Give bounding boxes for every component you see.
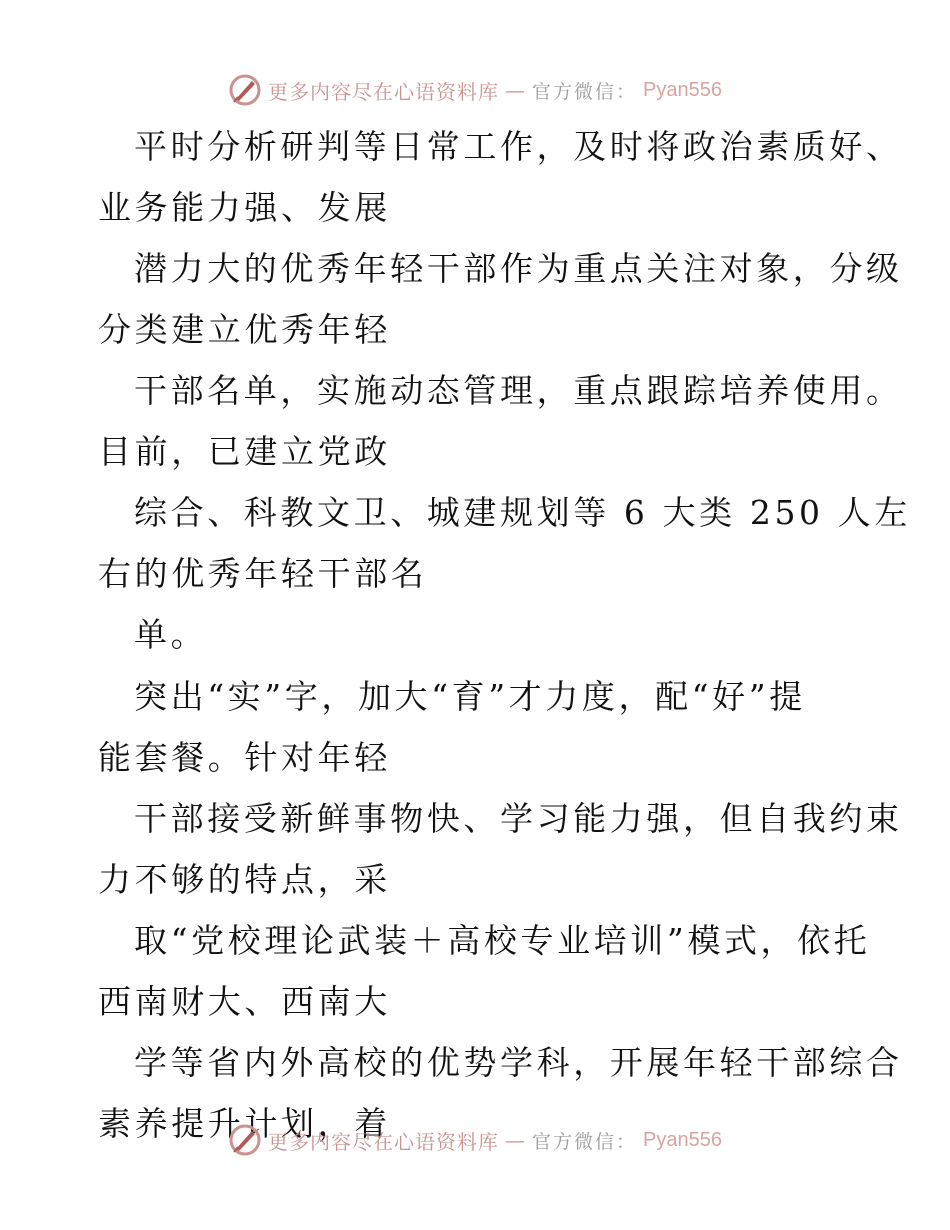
paragraph-line: 取“党校理论武装＋高校专业培训”模式，依托 (134, 921, 871, 960)
quill-logo-icon (228, 73, 262, 107)
brand-dash: — (505, 1128, 526, 1152)
paragraph-line: 西南财大、西南大 (98, 982, 391, 1021)
document-body (98, 116, 911, 1154)
paragraph-line: 分类建立优秀年轻 (98, 310, 391, 349)
paragraph-line: 右的优秀年轻干部名 (98, 554, 428, 593)
paragraph-line: 潜力大的优秀年轻干部作为重点关注对象，分级 (134, 249, 903, 288)
paragraph-line: 平时分析研判等日常工作，及时将政治素质好、 (134, 127, 903, 166)
paragraph-line: 力不够的特点，采 (98, 860, 391, 899)
wechat-id: Pyan556 (643, 1128, 722, 1151)
paragraph-line: 单。 (134, 615, 208, 654)
wechat-id: Pyan556 (643, 78, 722, 101)
quill-logo-icon (228, 1123, 262, 1157)
wechat-label: 官方微信： (532, 80, 638, 103)
paragraph-line: 干部名单，实施动态管理，重点跟踪培养使用。 (134, 371, 903, 410)
header-watermark-banner (0, 70, 950, 110)
wechat-label: 官方微信： (532, 1130, 638, 1153)
brand-text: 更多内容尽在心语资料库 (268, 79, 499, 104)
paragraph-line: 素养提升计划，着 (98, 1104, 391, 1143)
paragraph-line: 学等省内外高校的优势学科，开展年轻干部综合 (134, 1043, 903, 1082)
footer-watermark-banner (0, 1120, 950, 1160)
paragraph-line: 业务能力强、发展 (98, 188, 391, 227)
paragraph-line: 突出“实”字，加大“育”才力度，配“好”提 (134, 677, 806, 716)
paragraph-line: 干部接受新鲜事物快、学习能力强，但自我约束 (134, 799, 903, 838)
paragraph-line: 目前，已建立党政 (98, 432, 391, 471)
brand-text: 更多内容尽在心语资料库 (268, 1129, 499, 1154)
paragraph-line: 综合、科教文卫、城建规划等 6 大类 250 人左 (134, 493, 911, 532)
paragraph-line: 能套餐。针对年轻 (98, 738, 391, 777)
brand-dash: — (505, 78, 526, 102)
